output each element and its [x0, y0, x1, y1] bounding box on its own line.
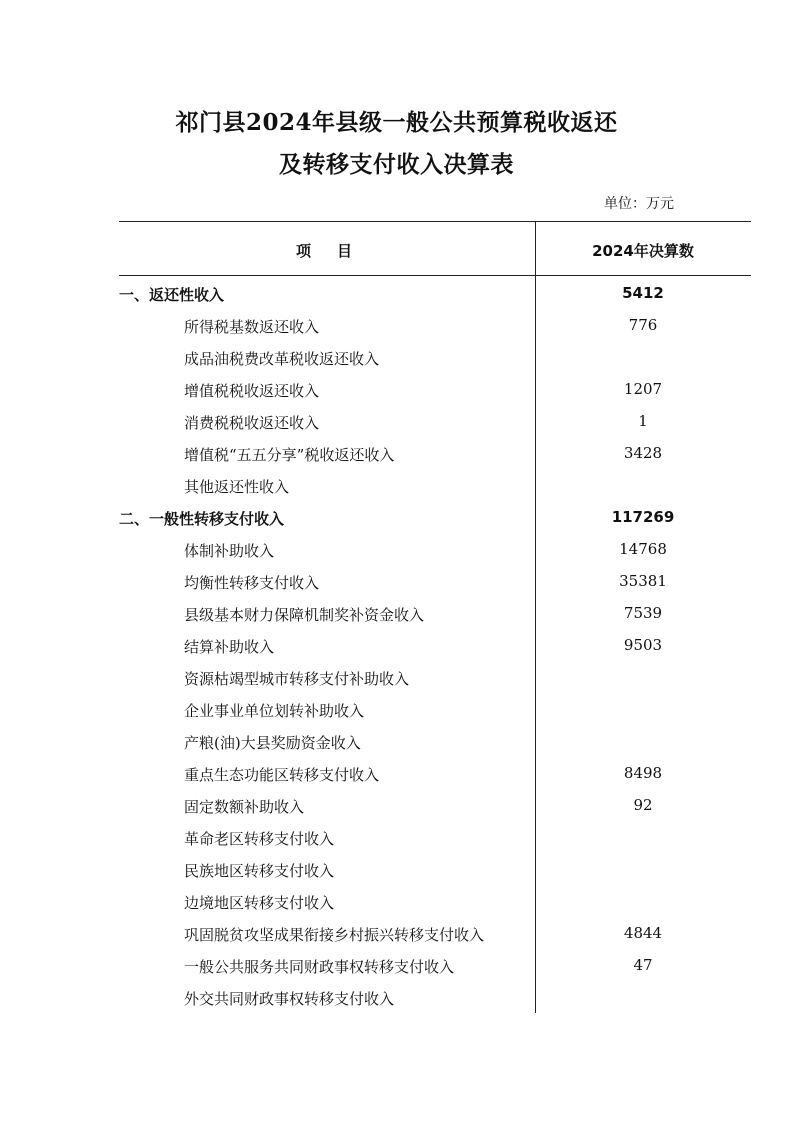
header-value: 2024年决算数	[592, 242, 694, 260]
row-value: 1	[638, 412, 648, 430]
row-label: 增值税税收返还收入	[184, 382, 320, 400]
row-value: 7539	[623, 604, 663, 622]
row-label: 二、一般性转移支付收入	[119, 510, 285, 528]
row-label: 所得税基数返还收入	[184, 318, 320, 336]
header-bottom-border	[119, 275, 751, 276]
page-title: 祁门县2024年县级一般公共预算税收返还	[175, 109, 618, 136]
row-value: 776	[628, 316, 658, 334]
table-row	[0, 789, 793, 821]
table-row	[0, 981, 793, 1013]
row-value: 3428	[623, 444, 663, 462]
row-label: 外交共同财政事权转移支付收入	[184, 990, 395, 1008]
table-row	[0, 373, 793, 405]
row-value: 92	[633, 796, 653, 814]
table-row	[0, 629, 793, 661]
row-label: 巩固脱贫攻坚成果衔接乡村振兴转移支付收入	[184, 926, 485, 944]
row-label: 企业事业单位划转补助收入	[184, 702, 365, 720]
row-value: 1207	[623, 380, 663, 398]
row-label: 一、返还性收入	[119, 286, 225, 304]
table-row	[0, 597, 793, 629]
row-label: 革命老区转移支付收入	[184, 830, 335, 848]
row-label: 成品油税费改革税收返还收入	[184, 350, 380, 368]
table-row	[0, 757, 793, 789]
row-value: 35381	[619, 572, 667, 590]
table-top-border	[119, 221, 751, 222]
table-row	[0, 309, 793, 341]
table-row	[0, 405, 793, 437]
row-label: 资源枯竭型城市转移支付补助收入	[184, 670, 410, 688]
row-label: 其他返还性收入	[184, 478, 290, 496]
table-row	[0, 533, 793, 565]
row-label: 均衡性转移支付收入	[184, 574, 320, 592]
row-label: 结算补助收入	[184, 638, 275, 656]
row-value: 47	[633, 956, 653, 974]
row-label: 边境地区转移支付收入	[184, 894, 335, 912]
row-label: 重点生态功能区转移支付收入	[184, 766, 380, 784]
table-row	[0, 853, 793, 885]
page-subtitle: 及转移支付收入决算表	[279, 151, 514, 178]
table-row	[0, 469, 793, 501]
table-row	[0, 821, 793, 853]
unit-label: 单位：万元	[604, 196, 674, 212]
row-label: 增值税“五五分享”税收返还收入	[184, 446, 395, 464]
row-value: 117269	[611, 508, 675, 526]
row-value: 5412	[622, 284, 664, 302]
table-row	[0, 725, 793, 757]
table-row	[0, 693, 793, 725]
row-label: 民族地区转移支付收入	[184, 862, 335, 880]
header-item: 项目	[296, 242, 379, 260]
row-value: 14768	[619, 540, 667, 558]
row-value: 8498	[623, 764, 663, 782]
category-row	[0, 277, 793, 309]
row-label: 固定数额补助收入	[184, 798, 305, 816]
row-label: 县级基本财力保障机制奖补资金收入	[184, 606, 425, 624]
table-row	[0, 917, 793, 949]
table-row	[0, 949, 793, 981]
table-row	[0, 885, 793, 917]
table-row	[0, 565, 793, 597]
category-row	[0, 501, 793, 533]
row-value: 9503	[623, 636, 663, 654]
table-body	[0, 277, 793, 1013]
table-row	[0, 437, 793, 469]
row-label: 消费税税收返还收入	[184, 414, 320, 432]
row-label: 一般公共服务共同财政事权转移支付收入	[184, 958, 455, 976]
table-row	[0, 661, 793, 693]
table-row	[0, 341, 793, 373]
row-label: 体制补助收入	[184, 542, 275, 560]
row-value: 4844	[623, 924, 663, 942]
row-label: 产粮(油)大县奖励资金收入	[184, 734, 361, 752]
